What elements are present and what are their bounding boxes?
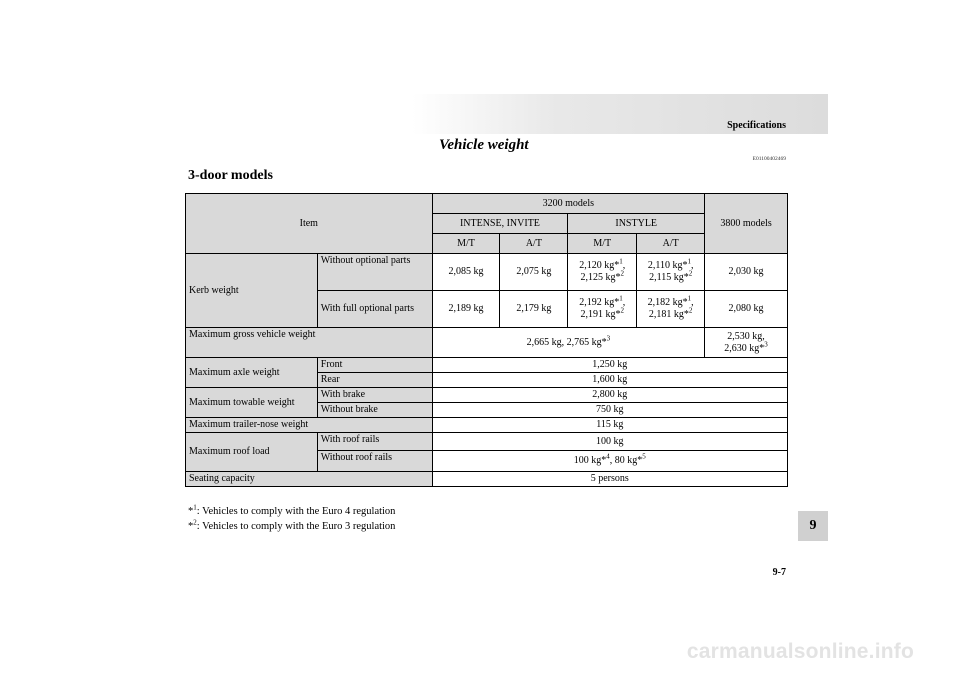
row-label-kerb-weight: Kerb weight <box>186 254 318 328</box>
section-subheading: 3-door models <box>188 168 273 183</box>
section-label: Specifications <box>727 120 786 131</box>
cell-value: 2,075 kg <box>500 254 568 291</box>
header-at: A/T <box>500 234 568 254</box>
footnotes <box>188 504 395 534</box>
cell-value: 2,085 kg <box>432 254 500 291</box>
row-sublabel-without-brake: Without brake <box>317 403 432 418</box>
table-header-row <box>186 194 788 214</box>
footnote-2: *$^2$: Vehicles to comply with the Euro 3 regulation <box>188 518 396 532</box>
cell-value: 2,665 kg, 2,765 kg*$^3$ <box>432 328 705 358</box>
cell-value: 2,120 kg*$^1$, 2,125 kg*$^2$ <box>568 254 637 291</box>
row-sublabel-full-optional: With full optional parts <box>317 291 432 328</box>
cell-value: 750 kg <box>432 403 787 418</box>
cell-value: 1,600 kg <box>432 373 787 388</box>
header-mt: M/T <box>568 234 637 254</box>
vehicle-weight-table <box>185 193 788 487</box>
cell-value: 2,192 kg*$^1$, 2,191 kg*$^2$ <box>568 291 637 328</box>
header-mt: M/T <box>432 234 500 254</box>
row-label-towable-weight: Maximum towable weight <box>186 388 318 418</box>
table-row <box>186 254 788 291</box>
cell-value: 2,030 kg <box>705 254 788 291</box>
row-label-seating-capacity: Seating capacity <box>186 472 433 487</box>
cell-value: 2,110 kg*$^1$, 2,115 kg*$^2$ <box>637 254 705 291</box>
cell-value: 1,250 kg <box>432 358 787 373</box>
header-3200-models: 3200 models <box>432 194 705 214</box>
cell-value: 2,189 kg <box>432 291 500 328</box>
row-label-trailer-nose: Maximum trailer-nose weight <box>186 418 433 433</box>
cell-value: 100 kg*$^4$, 80 kg*$^5$ <box>432 451 787 472</box>
table-row <box>186 433 788 451</box>
cell-value: 2,530 kg, 2,630 kg*$^3$ <box>705 328 788 358</box>
row-sublabel-with-brake: With brake <box>317 388 432 403</box>
header-3800-models: 3800 models <box>705 194 788 254</box>
footnote-1: *$^1$: Vehicles to comply with the Euro 4 regulation <box>188 503 396 517</box>
cell-value: 2,800 kg <box>432 388 787 403</box>
page-title: Vehicle weight <box>439 137 529 153</box>
row-sublabel-with-roof-rails: With roof rails <box>317 433 432 451</box>
table-row <box>186 472 788 487</box>
row-label-gross-weight: Maximum gross vehicle weight <box>186 328 433 358</box>
cell-value: 5 persons <box>432 472 787 487</box>
row-label-axle-weight: Maximum axle weight <box>186 358 318 388</box>
row-sublabel-without-optional: Without optional parts <box>317 254 432 291</box>
cell-value: 115 kg <box>432 418 787 433</box>
table-row <box>186 358 788 373</box>
row-sublabel-without-roof-rails: Without roof rails <box>317 451 432 472</box>
cell-value: 2,080 kg <box>705 291 788 328</box>
table-row <box>186 418 788 433</box>
header-at: A/T <box>637 234 705 254</box>
header-instyle: INSTYLE <box>568 214 705 234</box>
cell-value: 100 kg <box>432 433 787 451</box>
table-row <box>186 388 788 403</box>
header-intense-invite: INTENSE, INVITE <box>432 214 568 234</box>
row-sublabel-rear: Rear <box>317 373 432 388</box>
chapter-tab: 9 <box>798 511 828 541</box>
row-sublabel-front: Front <box>317 358 432 373</box>
reference-code: E01100402469 <box>752 156 786 162</box>
header-item: Item <box>186 194 433 254</box>
row-label-roof-load: Maximum roof load <box>186 433 318 472</box>
table-row <box>186 328 788 358</box>
cell-value: 2,182 kg*$^1$, 2,181 kg*$^2$ <box>637 291 705 328</box>
cell-value: 2,179 kg <box>500 291 568 328</box>
page-number: 9-7 <box>772 567 786 578</box>
watermark: carmanualsonline.info <box>686 640 914 663</box>
